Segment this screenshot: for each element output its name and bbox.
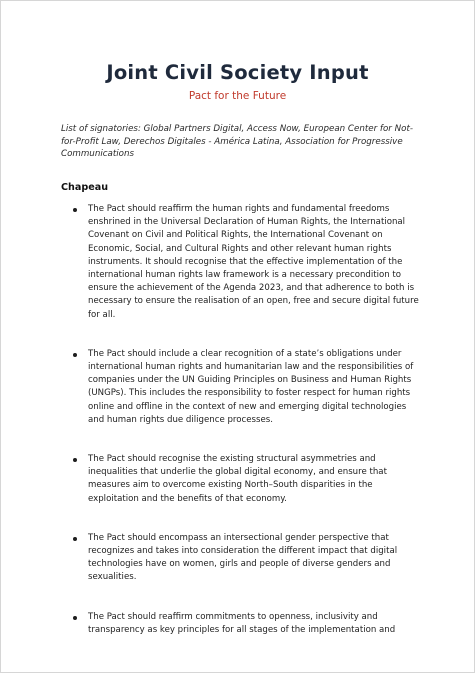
document-subtitle: Pact for the Future	[188, 90, 287, 102]
bullet-text: The Pact should recognise the existing structural asymmetries and inequalities that underlie the global digital economy, and ensure that measures aim to overcome existing North–South disparities in the exploitation and the benefits of that economy.	[88, 454, 387, 504]
bullet-list	[61, 203, 421, 663]
bullet-item	[61, 611, 421, 637]
document-title: Joint Civil Society Input	[106, 61, 369, 84]
bullet-item	[61, 348, 421, 427]
bullet-item	[61, 453, 421, 506]
bullet-text: The Pact should reaffirm commitments to openness, inclusivity and transparency as key principles for all stages of the implementation and	[88, 611, 396, 635]
bullet-text: The Pact should encompass an intersectional gender perspective that recognizes and takes into consideration the different impact that digital technologies have on women, girls and people of diverse genders and sexualities.	[88, 532, 398, 583]
section-heading: Chapeau	[61, 182, 109, 193]
bullet-text: The Pact should reaffirm the human rights and fundamental freedoms enshrined in the Universal Declaration of Human Rights, the International Covenant on Civil and Political Rights, the International Covenant on Economic, Social, and Cultural Rights and other relevant human rights instruments. It should recognise that the effective implementation of the international human rights law framework is a necessary precondition to ensure the achievement of the Agenda 2023, and that adherence to both is necessary to ensure the realisation of an open, free and secure digital future for all.	[88, 204, 419, 320]
bullet-icon	[73, 208, 77, 212]
bullet-icon	[73, 616, 77, 620]
bullet-icon	[73, 537, 77, 541]
signatories-list: List of signatories: Global Partners Digital, Access Now, European Center for Not-for-Profit Law, Derechos Digitales - América Latina, Association for Progressive Communications	[61, 124, 413, 159]
bullet-icon	[73, 458, 77, 462]
bullet-item	[61, 203, 421, 322]
bullet-text: The Pact should include a clear recognition of a state’s obligations under international human rights and humanitarian law and the responsibilities of companies under the UN Guiding Principles on Business and Human Rights (UNGPs). This includes the responsibility to foster respect for human rights online and offline in the context of new and emerging digital technologies and human rights due diligence processes.	[88, 348, 414, 425]
bullet-item	[61, 532, 421, 585]
bullet-icon	[73, 353, 77, 357]
